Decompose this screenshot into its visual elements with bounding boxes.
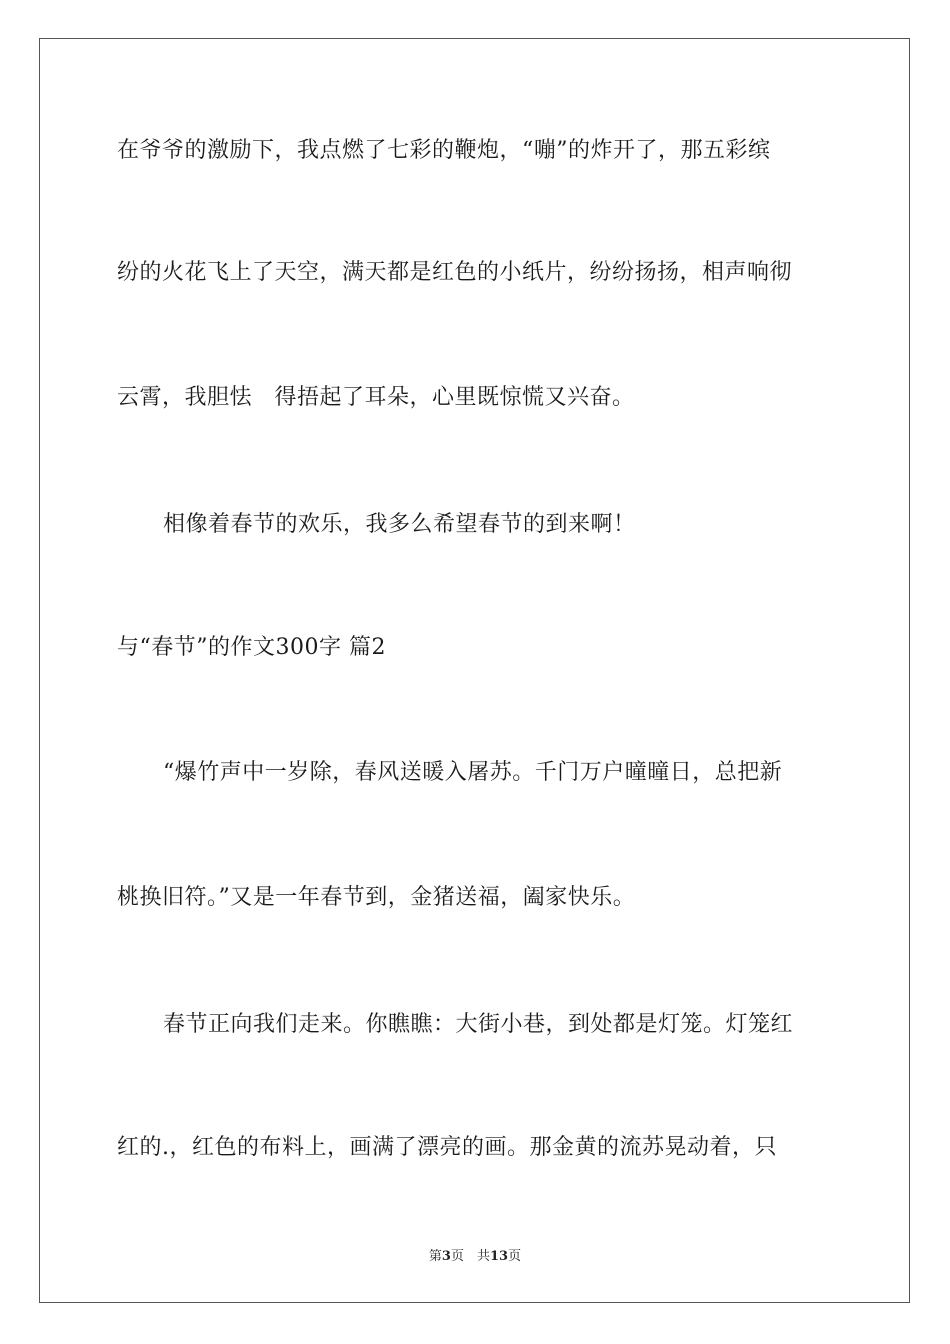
section-heading: 与“春节”的作文300字 篇2 — [117, 635, 386, 660]
page-mid: 页 共 — [450, 1249, 490, 1264]
paragraph-line-5: “爆竹声中一岁除，春风送暖入屠苏。千门万户曈曈日，总把新 — [163, 760, 783, 785]
paragraph-line-1: 在爷爷的激励下，我点燃了七彩的鞭炮，“嘣”的炸开了，那五彩缤 — [117, 138, 771, 163]
page-footer — [0, 1248, 950, 1266]
paragraph-line-3: 云霄，我胆怯 得捂起了耳朵，心里既惊慌又兴奋。 — [117, 385, 635, 410]
paragraph-line-2: 纷的火花飞上了天空，满天都是红色的小纸片，纷纷扬扬，相声响彻 — [117, 260, 793, 285]
paragraph-line-6: 桃换旧符。”又是一年春节到，金猪送福，阖家快乐。 — [117, 885, 636, 910]
page-total-number: 13 — [489, 1249, 509, 1264]
page-prefix: 第 — [428, 1249, 442, 1264]
paragraph-line-7: 春节正向我们走来。你瞧瞧：大街小巷，到处都是灯笼。灯笼红 — [163, 1012, 794, 1037]
page-border — [39, 38, 910, 1303]
page-current-number: 3 — [441, 1249, 451, 1264]
paragraph-line-4: 相像着春节的欢乐，我多么希望春节的到来啊！ — [163, 512, 636, 537]
paragraph-line-8: 红的.，红色的布料上，画满了漂亮的画。那金黄的流苏晃动着，只 — [117, 1135, 777, 1160]
page-suffix: 页 — [508, 1249, 522, 1264]
